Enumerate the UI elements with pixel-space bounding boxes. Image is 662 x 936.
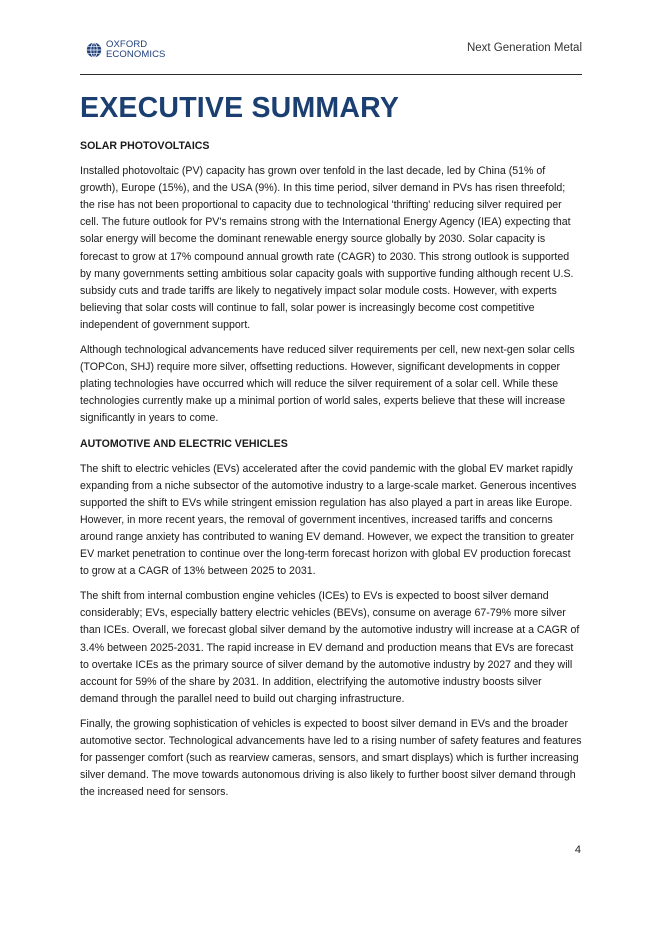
oxford-economics-logo (86, 40, 166, 59)
page-number: 4 (574, 844, 581, 856)
globe-icon (86, 42, 102, 58)
section-heading-automotive: AUTOMOTIVE AND ELECTRIC VEHICLES (80, 437, 288, 450)
logo-line-2: ECONOMICS (106, 48, 166, 60)
body-content (80, 138, 582, 809)
page-title: EXECUTIVE SUMMARY (80, 92, 400, 124)
logo-line-1: OXFORD (106, 39, 148, 50)
section-heading-solar: SOLAR PHOTOVOLTAICS (80, 140, 210, 152)
logo-wordmark (106, 40, 166, 59)
running-title: Next Generation Metal (466, 42, 582, 54)
paragraph: Although technological advancements have reduced silver requirements per cell, new next-gen solar cells (TOPCon, SHJ) require more silver, offsetting reductions. However, significant developments in copper plating technologies have occurred which will reduce the silver requirement of a solar cell. While these technologies currently make up a minimal portion of world sales, experts believe that these will increase significantly in years to come. (80, 344, 575, 425)
paragraph: Finally, the growing sophistication of vehicles is expected to boost silver demand in EVs and the broader automotive sector. Technological advancements have led to a rising number of safety features and features for passenger comfort (such as rearview cameras, sensors, and smart displays) which is further increasing silver demand. The move towards autonomous driving is also likely to further boost silver demand through the increased need for sensors. (80, 717, 582, 799)
paragraph: Installed photovoltaic (PV) capacity has grown over tenfold in the last decade, led by China (51% of growth), Europe (15%), and the USA (9%). In this time period, silver demand in PVs has risen threefold; the rise has not been proportional to capacity due to technological 'thrifting' reducing silver required per cell. The future outlook for PV's remains strong with the International Energy Agency (IEA) expecting that solar energy will become the dominant renewable energy source globally by 2030. Solar capacity is forecast to grow at 17% compound annual growth rate (CAGR) to 2030. This strong outlook is supported by many governments setting ambitious solar capacity goals with supportive funding although recent U.S. subsidy cuts and trade tariffs are likely to negatively impact solar module costs. However, with experts believing that solar costs will continue to fall, solar power is increasingly become cost competitive independent of government support. (80, 165, 574, 331)
paragraph: The shift to electric vehicles (EVs) accelerated after the covid pandemic with the global EV market rapidly expanding from a niche subsector of the automotive industry to a large-scale market. Generous incentives supported the shift to EVs while stringent emission regulation has also played a part in areas like Europe. However, in more recent years, the removal of government incentives, increased tariffs and concerns around range anxiety has contributed to waning EV demand. However, we expect the transition to greater EV market penetration to continue over the long-term forecast horizon with global EV production forecast to grow at a CAGR of 13% between 2025 to 2031. (80, 462, 577, 578)
paragraph: The shift from internal combustion engine vehicles (ICEs) to EVs is expected to boost silver demand considerably; EVs, especially battery electric vehicles (BEVs), consume on average 67-79% more silver than ICEs. Overall, we forecast global silver demand by the automotive industry will increase at a CAGR of 3.4% between 2025-2031. The rapid increase in EV demand and production means that EVs are forecast to overtake ICEs as the primary source of silver demand by the automotive industry by 2027 and they will account for 59% of the share by 2031. In addition, electrifying the automotive industry boosts silver demand through the parallel need to build out charging infrastructure. (80, 590, 580, 705)
page-header (80, 36, 582, 75)
